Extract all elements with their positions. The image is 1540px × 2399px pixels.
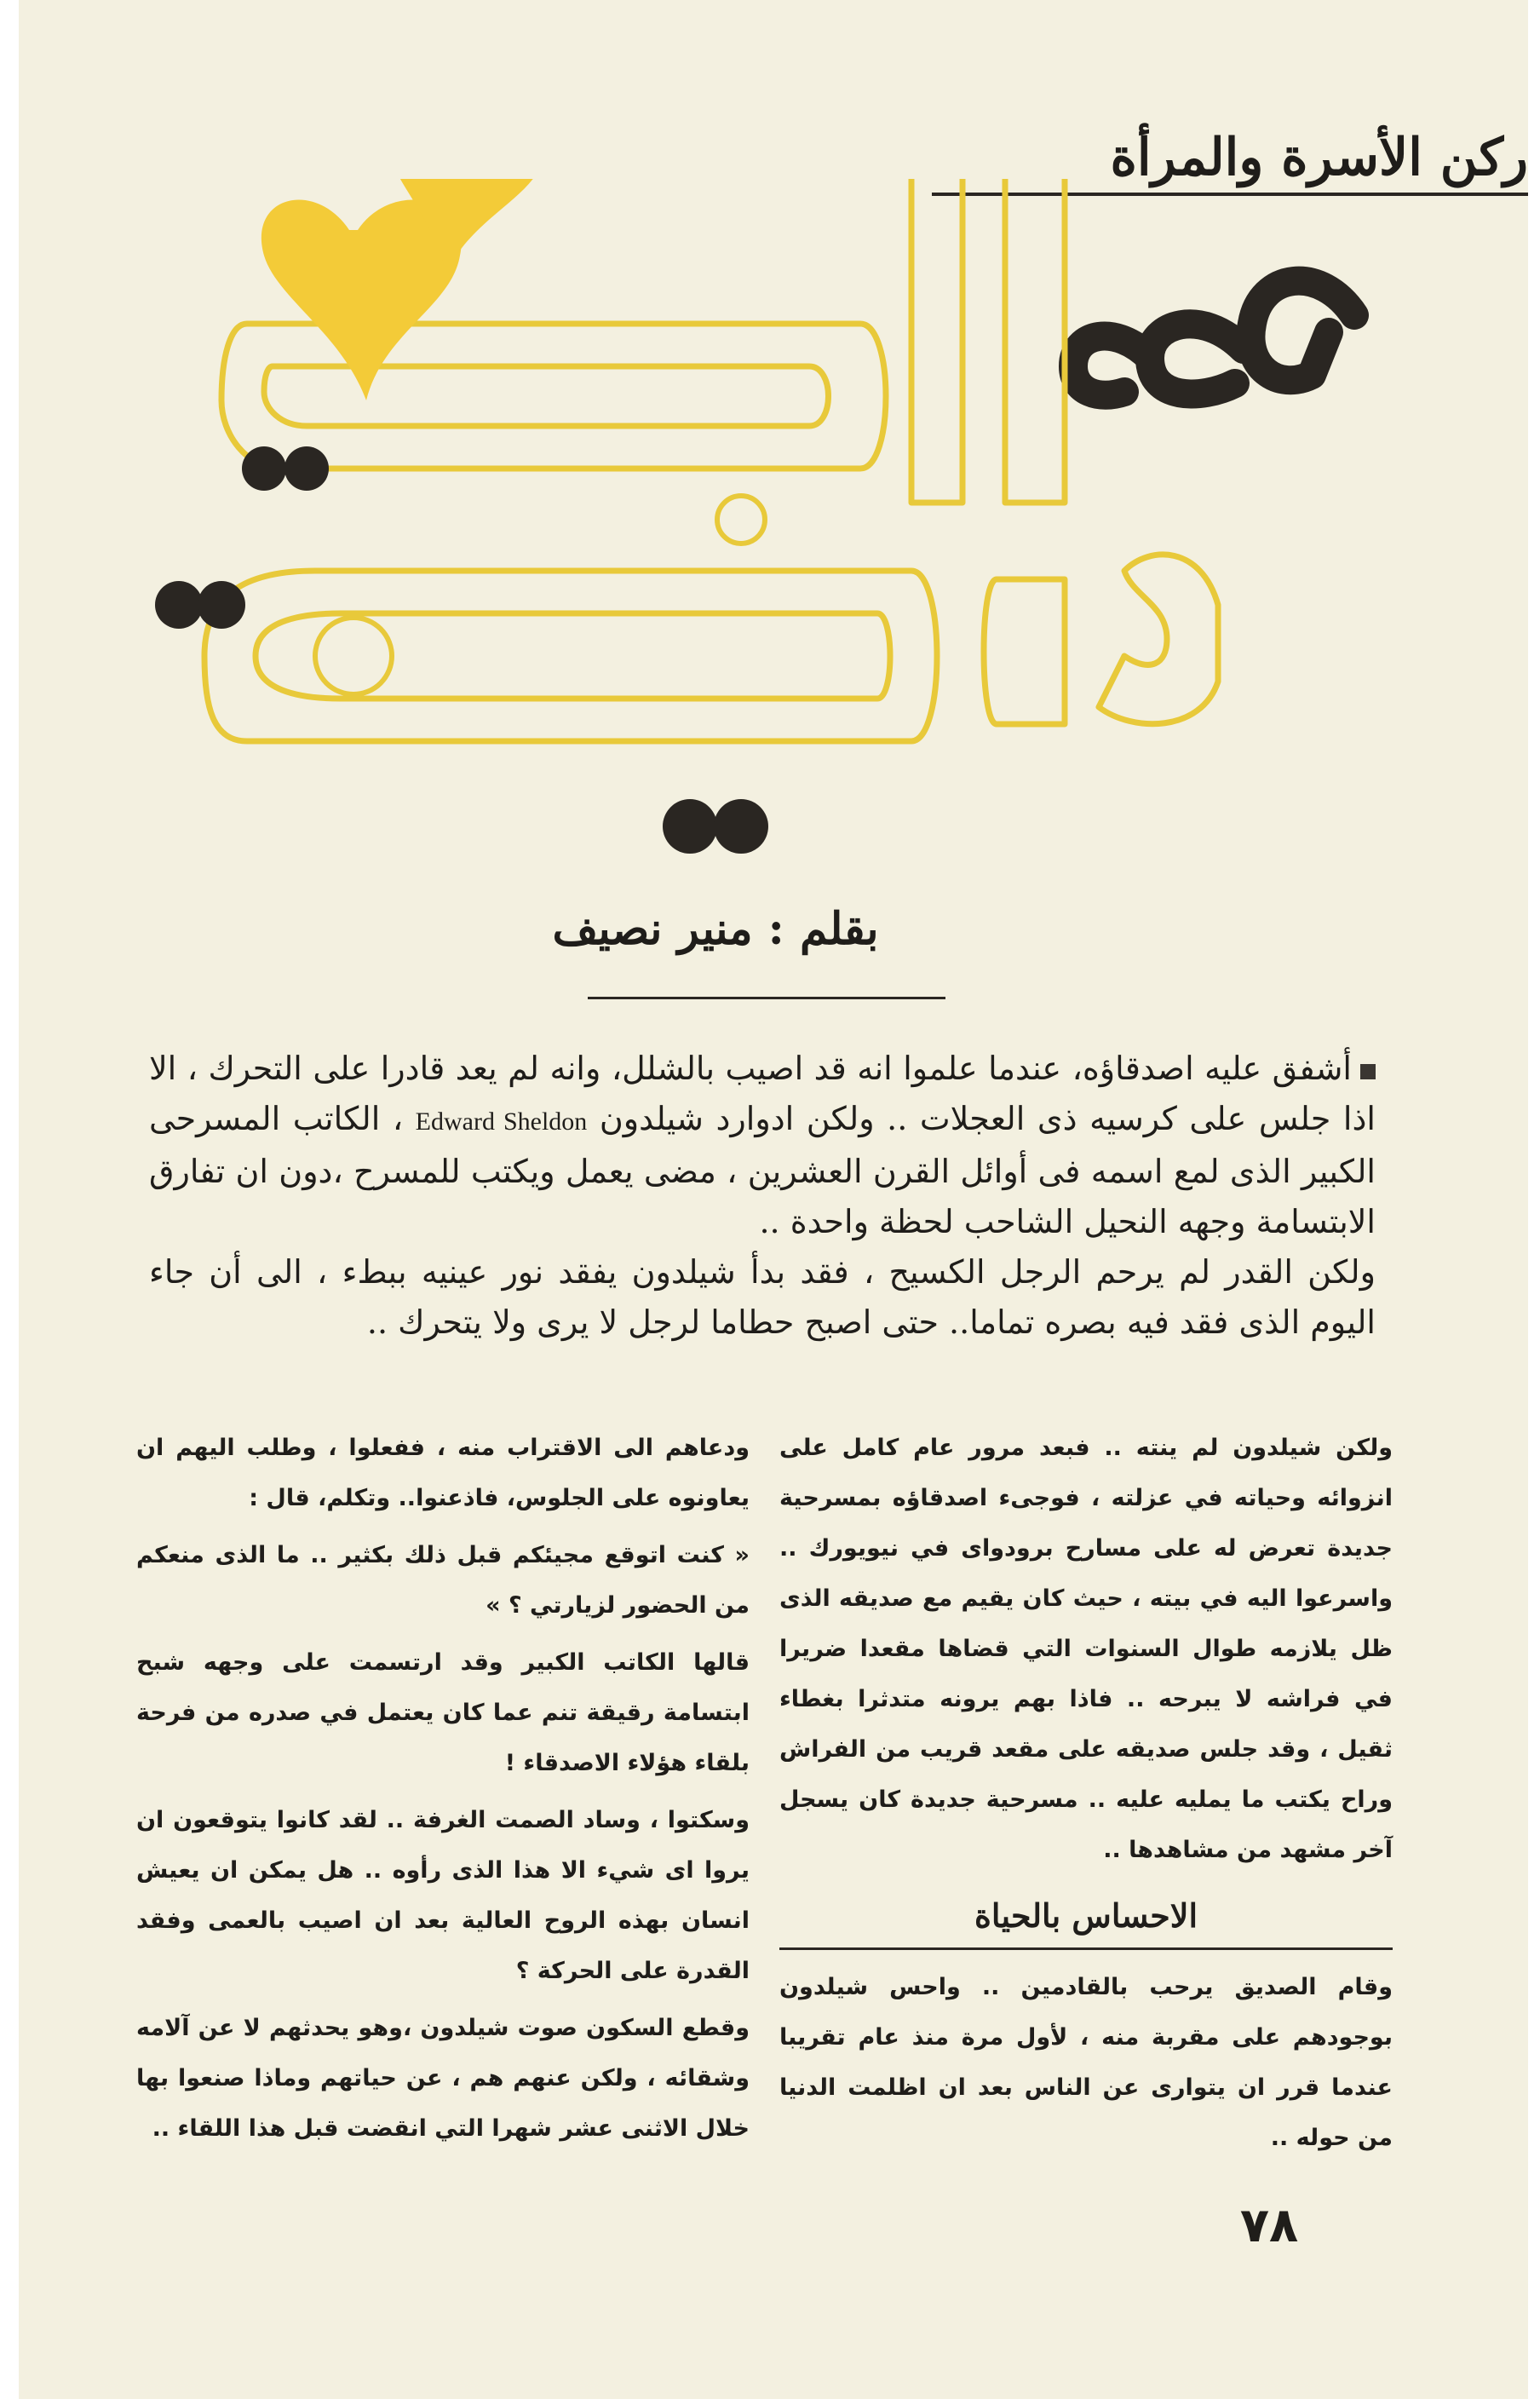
intro-paragraph	[149, 1044, 1376, 1247]
column-paragraph: وقطع السكون صوت شيلدون ،وهو يحدثهم لا عن آلامه وشقائه ، ولكن عنهم هم ، عن حياتهم وماذا صنعوا بها خلال الاثنى عشر شهرا التي انقضت قبل هذا اللقاء ..	[136, 2015, 750, 2142]
intro-latin-name: Edward Sheldon	[415, 1107, 588, 1136]
title-hayah-inner-loop	[315, 618, 392, 694]
page-number: ٧٨	[1239, 2198, 1299, 2253]
intro-paragraph: ولكن القدر لم يرحم الرجل الكسيح ، فقد بدأ شيلدون يفقد نور عينيه ببطء ، الى أن جاء اليوم الذى فقد فيه بصره تماما.. حتى اصبح حطاما لرجل لا يرى ولا يتحرك ..	[149, 1253, 1376, 1341]
title-alhubb-dot-outline	[717, 496, 765, 544]
title-dots	[155, 446, 768, 854]
intro-p1b: ، الكاتب المسرحى الكبير الذى لمع اسمه فى أوائل القرن العشرين ، مضى يعمل ويكتب للمسرح ،دون ان تفارق الابتسامة وجهه النحيل الشاحب لحظة واحدة ..	[149, 1100, 1376, 1240]
title-word-hayah	[204, 555, 1218, 741]
column-paragraph: قالها الكاتب الكبير وقد ارتسمت على وجهه شبح ابتسامة رقيقة تنم عما كان يعتمل في صدره من فرحة بلقاء هؤلاء الاصدقاء !	[136, 1649, 750, 1776]
column-paragraph: ودعاهم الى الاقتراب منه ، ففعلوا ، وطلب اليهم ان يعاونوه على الجلوس، فاذعنوا.. وتكلم، قال :	[136, 1435, 750, 1511]
scan-edge-right	[1528, 0, 1540, 2399]
subheading: الاحساس بالحياة	[779, 1890, 1393, 1950]
title-word-min	[1073, 179, 1354, 395]
title-hayah-outline	[204, 555, 1218, 741]
byline-rule	[588, 997, 945, 999]
scan-corner	[0, 0, 19, 903]
column-paragraph: وقام الصديق يرحب بالقادمين .. واحس شيلدون بوجودهم على مقربة منه ، لأول مرة منذ عام تقريبا عندما قرر ان يتوارى عن الناس بعد ان اظلمت الدنيا من حوله ..	[779, 1974, 1393, 2151]
intro-text	[149, 1044, 1376, 1348]
paragraph-marker-icon	[1360, 1064, 1376, 1079]
column-paragraph: « كنت اتوقع مجيئكم قبل ذلك بكثير .. ما الذى منعكم من الحضور لزيارتي ؟ »	[136, 1542, 750, 1619]
title-art	[145, 179, 1388, 877]
column-right	[779, 1423, 1393, 2170]
column-paragraph: وسكتوا ، وساد الصمت الغرفة .. لقد كانوا يتوقعون ان يروا اى شيء الا هذا الذى رأوه .. هل يمكن ان يعيش انسان بهذه الروح العالية بعد ان اصيب بالعمى وفقد القدرة على الحركة ؟	[136, 1807, 750, 1984]
section-header: ركن الأسرة والمرأة	[1110, 128, 1528, 187]
column-left	[136, 1423, 750, 2160]
intro-p1a: أشفق عليه اصدقاؤه، عندما علموا انه قد اصيب بالشلل، وانه لم يعد قادرا على التحرك ، الا اذا جلس على كرسيه ذى العجلات .. ولكن ادوارد شيلدون	[149, 1050, 1376, 1137]
column-paragraph: ولكن شيلدون لم ينته .. فبعد مرور عام كامل على انزوائه وحياته في عزلته ، فوجىء اصدقاؤه بمسرحية جديدة تعرض له على مسارح برودواى في نيويورك .. واسرعوا اليه في بيته ، حيث كان يقيم مع صديقه الذى ظل يلازمه طوال السنوات التي قضاها مقعدا ضريرا في فراشه لا يبرحه .. فاذا بهم يرونه متدثرا بغطاء ثقيل ، وقد جلس صديقه على مقعد قريب من الفراش وراح يكتب ما يمليه عليه .. مسرحية جديدة كان يسجل آخر مشهد من مشاهدها ..	[779, 1435, 1393, 1863]
byline: بقلم : منير نصيف	[552, 903, 879, 955]
